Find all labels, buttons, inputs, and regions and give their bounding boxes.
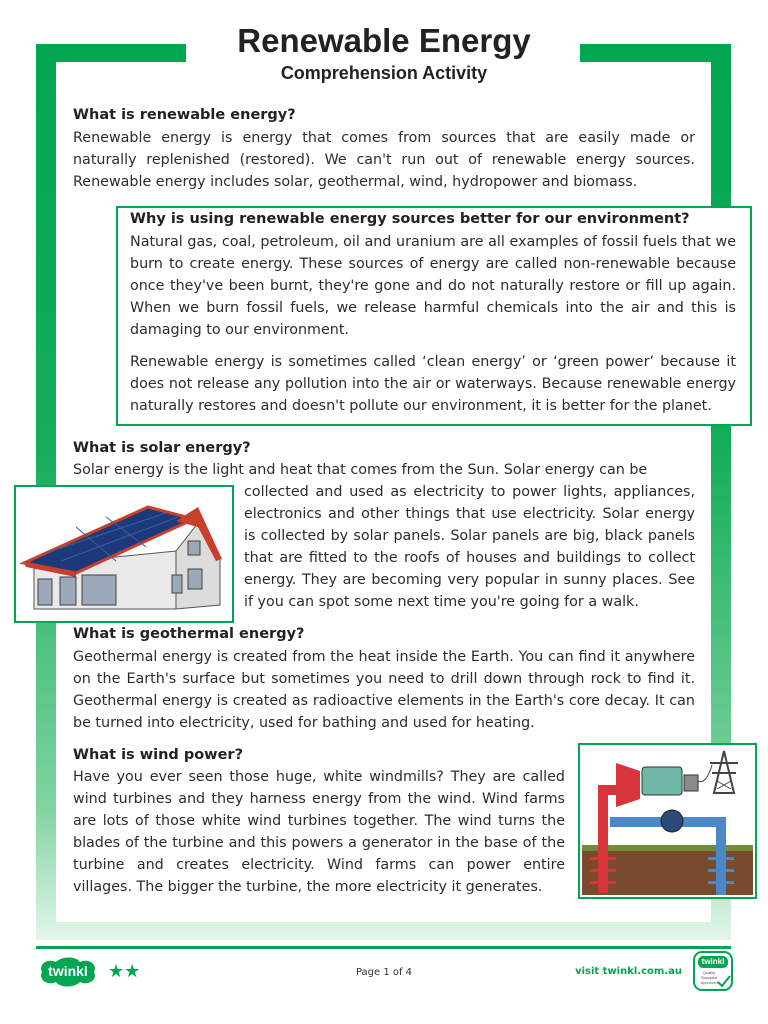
page-subtitle: Comprehension Activity [280, 63, 488, 83]
badge-brand-text: twinkl [701, 957, 725, 966]
callout-paragraph-2: Renewable energy is sometimes called ‘clean energy’ or ‘green power’ because it does not release any pollution into the air or waterways. Because renewable energy naturally restores and doesn't pollute our environment, it is better for the planet. [130, 354, 736, 414]
house-with-solar-panels-illustration [16, 487, 232, 621]
geothermal-plant-illustration [580, 745, 755, 897]
callout-paragraph-1: Natural gas, coal, petroleum, oil and uranium are all examples of fossil fuels that we burn to create energy. These sources of energy are called non-renewable because once they've been burnt, they're gone and do not naturally restore or fill up again. When we burn fossil fuels, we release harmful chemicals into the air and this is damaging to our environment. [130, 234, 736, 338]
rating-stars: ★★ [108, 961, 141, 982]
geothermal-plant-image [578, 743, 757, 899]
footer-divider [36, 946, 731, 949]
wind-text: Have you ever seen those huge, white windmills? They are called wind turbines and they harness energy from the wind. Wind farms are lots of those white wind turbines together. The wind turns the blades of the turbine and this powers a generator in the base of the turbine and creates electricity. Wind farms can power entire villages. The bigger the turbine, the more electricity it generates. [73, 769, 565, 895]
twinkl-logo-text: twinkl [48, 963, 88, 979]
visit-link[interactable]: visit twinkl.com.au [575, 966, 682, 977]
solar-heading: What is solar energy? [73, 440, 251, 456]
renewable-text: Renewable energy is energy that comes from sources that are easily made or naturally replenished (restored). We can't run out of renewable energy sources. Renewable energy includes solar, geothermal, wind, hydropower and biomass. [73, 130, 695, 190]
renewable-heading: What is renewable energy? [73, 107, 296, 123]
page-number: Page 1 of 4 [355, 967, 413, 978]
badge-approval-text: Quality Standard Approved [700, 970, 718, 985]
page-title: Renewable Energy [237, 22, 531, 59]
quality-badge [692, 950, 734, 992]
solar-text: collected and used as electricity to power lights, appliances, electronics and other things that use electricity. Solar energy is collected by solar panels. Solar panels are big, black panels that are fitted to the roofs of houses and buildings to collect energy. They are becoming very popular in sunny places. See if you can spot some next time you're going for a walk. [244, 484, 695, 610]
callout-heading: Why is using renewable energy sources better for our environment? [130, 211, 690, 227]
wind-heading: What is wind power? [73, 747, 243, 763]
geothermal-text: Geothermal energy is created from the heat inside the Earth. You can find it anywhere on the Earth's surface but sometimes you need to drill down through rock to find it. Geothermal energy is created as radioactive elements in the Earth's core decay. It can be turned into electricity, used for bathing and used for heating. [73, 649, 695, 731]
geothermal-heading: What is geothermal energy? [73, 626, 305, 642]
solar-first-line: Solar energy is the light and heat that comes from the Sun. Solar energy can be [73, 462, 648, 478]
solar-house-image [14, 485, 234, 623]
